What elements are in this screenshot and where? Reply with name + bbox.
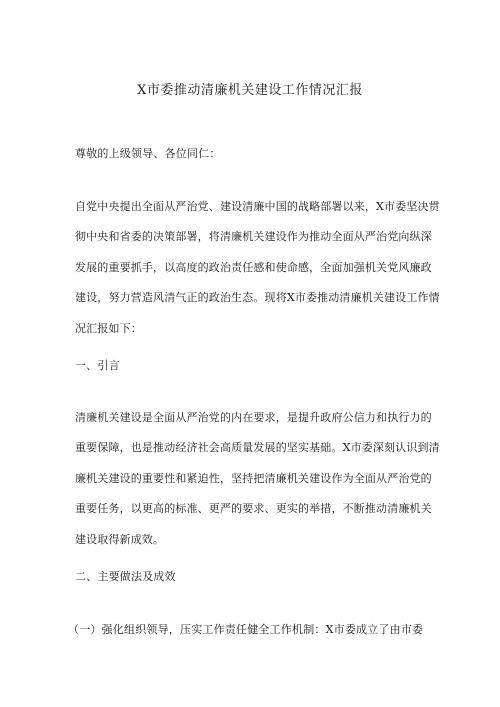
section2-heading: 二、主要做法及成效	[75, 570, 176, 583]
subsection1-line: （一）强化组织领导，压实工作责任健全工作机制：X市委成立了由市委	[68, 623, 424, 636]
salutation: 尊敬的上级领导、各位同仁：	[75, 147, 221, 160]
section1-line: 重要保障，也是推动经济社会高质量发展的坚实基础。X市委深刻认识到清	[75, 441, 440, 455]
intro-paragraph	[75, 192, 440, 344]
section1-paragraph	[75, 403, 440, 555]
intro-line: 况汇报如下：	[75, 321, 142, 335]
intro-line: 彻中央和省委的决策部署，将清廉机关建设作为推动全面从严治党向纵深	[75, 230, 432, 244]
section1-line: 清廉机关建设是全面从严治党的内在要求，是提升政府公信力和执行力的	[75, 411, 432, 424]
section1-line: 廉机关建设的重要性和紧迫性，坚持把清廉机关建设作为全面从严治党的	[75, 471, 432, 485]
section1-heading: 一、引言	[75, 359, 120, 372]
section1-line: 建设取得新成效。	[75, 532, 165, 546]
intro-line: 发展的重要抓手，以高度的政治责任感和使命感，全面加强机关党风廉政	[75, 260, 432, 274]
document-title: X市委推动清廉机关建设工作情况汇报	[137, 83, 363, 98]
intro-line: 自党中央提出全面从严治党、建设清廉中国的战略部署以来，X市委坚决贯	[75, 200, 440, 213]
section1-line: 重要任务，以更高的标准、更严的要求、更实的举措，不断推动清廉机关	[75, 502, 432, 516]
intro-line: 建设，努力营造风清气正的政治生态。现将X市委推动清廉机关建设工作情	[75, 291, 440, 305]
